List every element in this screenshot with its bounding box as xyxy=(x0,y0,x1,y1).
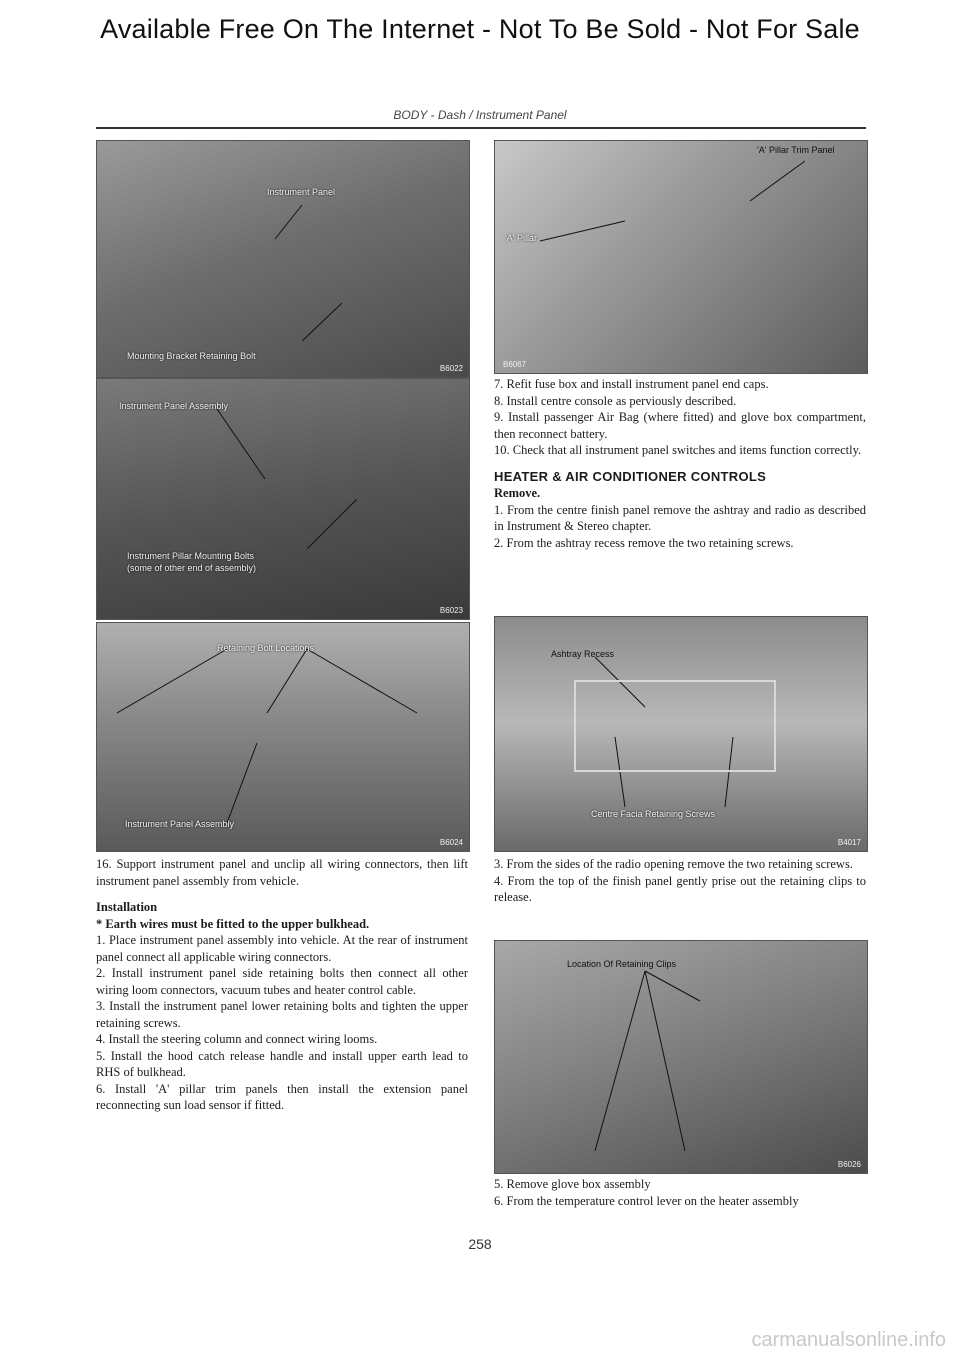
figure-label: Instrument Panel xyxy=(267,187,336,197)
figure-retaining-clips xyxy=(494,940,868,1174)
install-step: 3. Install the instrument panel lower retaining bolts and tighten the upper retaining screws. xyxy=(96,999,468,1030)
figure-arrows xyxy=(97,379,469,619)
figure-arrows xyxy=(495,141,867,373)
earth-note: * Earth wires must be fitted to the upper bulkhead. xyxy=(96,916,370,931)
remove-title: Remove. xyxy=(494,486,541,500)
figure-label: Instrument Pillar Mounting Bolts xyxy=(127,551,255,561)
refit-step: 8. Install centre console as perviously described. xyxy=(494,393,737,408)
figure-label: 'A' Pillar xyxy=(505,233,537,243)
figure-arrows xyxy=(495,941,867,1173)
left-column-text xyxy=(96,856,468,1114)
figure-label: Instrument Panel Assembly xyxy=(125,819,235,829)
remove-step: 3. From the sides of the radio opening remove the two retaining screws. xyxy=(494,857,853,871)
remove-step: 1. From the centre finish panel remove the ashtray and radio as described in Instrument & Stereo chapter. xyxy=(494,502,866,533)
figure-code: B4017 xyxy=(837,838,861,847)
figure-arrows xyxy=(97,141,469,377)
refit-step: 7. Refit fuse box and install instrument panel end caps. xyxy=(494,377,769,391)
refit-step: 9. Install passenger Air Bag (where fitted) and glove box compartment, then reconnect battery. xyxy=(494,410,866,441)
right-column-text-c xyxy=(494,1176,866,1209)
figure-code: B6024 xyxy=(439,838,463,847)
figure-label: Mounting Bracket Retaining Bolt xyxy=(127,351,256,361)
paragraph: 16. Support instrument panel and unclip all wiring connectors, then lift instrument panel assembly from vehicle. xyxy=(96,857,468,888)
install-step: 2. Install instrument panel side retaining bolts then connect all other wiring loom connectors, vacuum tubes and heater control cable. xyxy=(96,966,468,997)
figure-label: Instrument Panel Assembly xyxy=(119,401,229,411)
figure-retaining-bolt-locations xyxy=(96,622,470,852)
right-column-text-b xyxy=(494,856,866,906)
refit-step: 10. Check that all instrument panel switches and items function correctly. xyxy=(494,443,862,457)
page-number: 258 xyxy=(468,1236,492,1252)
install-step: 4. Install the steering column and connect wiring looms. xyxy=(96,1032,378,1046)
figure-label: Centre Facia Retaining Screws xyxy=(591,809,716,819)
remove-step: 2. From the ashtray recess remove the two retaining screws. xyxy=(494,535,794,550)
section-heading: HEATER & AIR CONDITIONER CONTROLS xyxy=(494,468,767,484)
figure-a-pillar-trim xyxy=(494,140,868,374)
installation-title: Installation xyxy=(96,900,158,914)
section-header: BODY - Dash / Instrument Panel xyxy=(393,108,567,122)
install-step: 1. Place instrument panel assembly into vehicle. At the rear of instrument panel connect all applicable wiring connectors. xyxy=(96,933,468,964)
figure-arrows xyxy=(97,623,469,851)
remove-step: 6. From the temperature control lever on the heater assembly xyxy=(494,1193,799,1208)
figure-ashtray-recess xyxy=(494,616,868,852)
remove-step: 4. From the top of the finish panel gently prise out the retaining clips to release. xyxy=(494,873,866,904)
watermark-banner: Available Free On The Internet - Not To Be Sold - Not For Sale xyxy=(100,14,860,44)
figure-code: B6026 xyxy=(837,1160,861,1169)
figure-label: 'A' Pillar Trim Panel xyxy=(757,145,835,155)
install-step: 6. Install 'A' pillar trim panels then install the extension panel reconnecting sun load sensor if fitted. xyxy=(96,1081,468,1112)
site-watermark: carmanualsonline.info xyxy=(751,1329,946,1351)
figure-label: Location Of Retaining Clips xyxy=(567,959,677,969)
figure-code: B6022 xyxy=(439,364,463,373)
figure-label: Retaining Bolt Locations xyxy=(217,643,315,653)
header-rule xyxy=(96,127,866,129)
figure-code: B6067 xyxy=(503,360,527,369)
figure-instrument-panel-assembly xyxy=(96,378,470,620)
figure-label: Ashtray Recess xyxy=(551,649,615,659)
figure-instrument-panel-bracket xyxy=(96,140,470,378)
figure-label: (some of other end of assembly) xyxy=(127,563,257,573)
right-column-text-a xyxy=(494,376,866,551)
remove-step: 5. Remove glove box assembly xyxy=(494,1177,651,1191)
install-step: 5. Install the hood catch release handle and install upper earth lead to RHS of bulkhead. xyxy=(96,1048,468,1079)
figure-code: B6023 xyxy=(439,606,463,615)
